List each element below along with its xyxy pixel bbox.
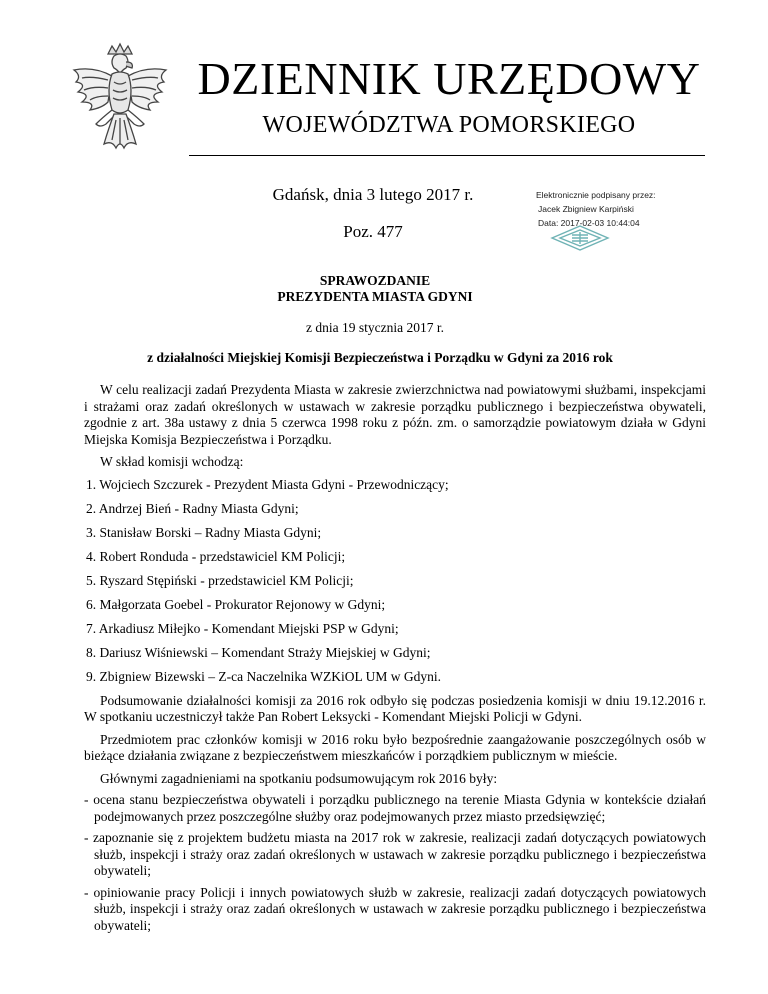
list-item: 9. Zbigniew Bizewski – Z-ca Naczelnika WZKiOL UM w Gdyni.	[86, 668, 442, 684]
signature-line-2: Jacek Zbigniew Karpiński	[538, 204, 634, 214]
place-date: Gdańsk, dnia 3 lutego 2017 r.	[272, 185, 474, 204]
list-item: 7. Arkadiusz Miłejko - Komendant Miejski PSP w Gdyni;	[86, 620, 399, 636]
topic-item: - opiniowanie pracy Policji i innych powiatowych służb w zakresie, realizacji zadań dotyczących powiatowych służb, inspekcji i straży oraz zadań określonych w ustawach w zakresie porządku publicznego i bezpieczeństwa obywateli;	[84, 884, 706, 933]
publication-subtitle: WOJEWÓDZTWA POMORSKIEGO	[262, 112, 636, 138]
document-subject: z działalności Miejskiej Komisji Bezpieczeństwa i Porządku w Gdyni za 2016 rok	[147, 350, 613, 365]
list-item: 2. Andrzej Bień - Radny Miasta Gdyni;	[86, 500, 299, 516]
list-item: 3. Stanisław Borski – Radny Miasta Gdyni;	[86, 524, 322, 540]
document-type-line-2: PREZYDENTA MIASTA GDYNI	[277, 289, 473, 304]
topics-intro: Głównymi zagadnieniami na spotkaniu podsumowującym rok 2016 były:	[100, 770, 498, 786]
list-item: 1. Wojciech Szczurek - Prezydent Miasta Gdyni - Przewodniczący;	[86, 476, 449, 492]
list-item: 5. Ryszard Stępiński - przedstawiciel KM Policji;	[86, 572, 354, 588]
signature-mark-icon	[550, 224, 610, 252]
topic-item: - ocena stanu bezpieczeństwa obywateli i porządku publicznego na terenie Miasta Gdynia w kontekście działań podejmowanych przez poszczególne służby oraz podejmowanych przez miasto przedsięwzięć;	[84, 792, 706, 824]
subject-paragraph: Przedmiotem prac członków komisji w 2016 roku było bezpośrednie zaangażowanie poszczególnych osób w bieżące działania związane z bezpieczeństwem mieszkańców i porządkiem publicznym w mieście.	[84, 731, 706, 763]
members-intro: W skład komisji wchodzą:	[100, 454, 244, 469]
list-item: 4. Robert Ronduda - przedstawiciel KM Policji;	[86, 548, 346, 564]
list-item: 8. Dariusz Wiśniewski – Komendant Straży Miejskiej w Gdyni;	[86, 644, 431, 660]
signature-line-3: Data: 2017-02-03 10:44:04	[538, 218, 640, 228]
publication-title: DZIENNIK URZĘDOWY	[197, 53, 701, 104]
document-type	[150, 273, 600, 305]
members-list	[84, 475, 706, 687]
document-body	[84, 382, 706, 934]
list-item: 6. Małgorzata Goebel - Prokurator Rejonowy w Gdyni;	[86, 596, 386, 612]
intro-paragraph: W celu realizacji zadań Prezydenta Miasta w zakresie zwierzchnictwa nad powiatowymi służbami, inspekcjami i strażami oraz zadań określonych w ustawach w zakresie porządku publicznego i bezpieczeństwa obywateli, zgodnie z art. 38a ustawy z dnia 5 czerwca 1998 roku z późn. zm. o samorządzie powiatowym działa w Gdyni Miejska Komisja Bezpieczeństwa i Porządku.	[84, 382, 706, 447]
document-date: z dnia 19 stycznia 2017 r.	[306, 320, 444, 335]
header-rule	[189, 155, 705, 156]
position-number: Poz. 477	[343, 222, 403, 241]
signature-line-1: Elektronicznie podpisany przez:	[536, 190, 656, 200]
topic-item: - zapoznanie się z projektem budżetu miasta na 2017 rok w zakresie, realizacji zadań dotyczących powiatowych służb, inspekcji i straży oraz zadań określonych w ustawach w zakresie porządku publicznego i bezpieczeństwa obywateli;	[84, 830, 706, 878]
polish-eagle-icon	[64, 40, 176, 158]
document-type-line-1: SPRAWOZDANIE	[319, 273, 431, 288]
summary-paragraph: Podsumowanie działalności komisji za 2016 rok odbyło się podczas posiedzenia komisji w dniu 19.12.2016 r. W spotkaniu uczestniczył także Pan Robert Leksycki - Komendant Miejski Policji w Gdyni.	[84, 692, 706, 724]
